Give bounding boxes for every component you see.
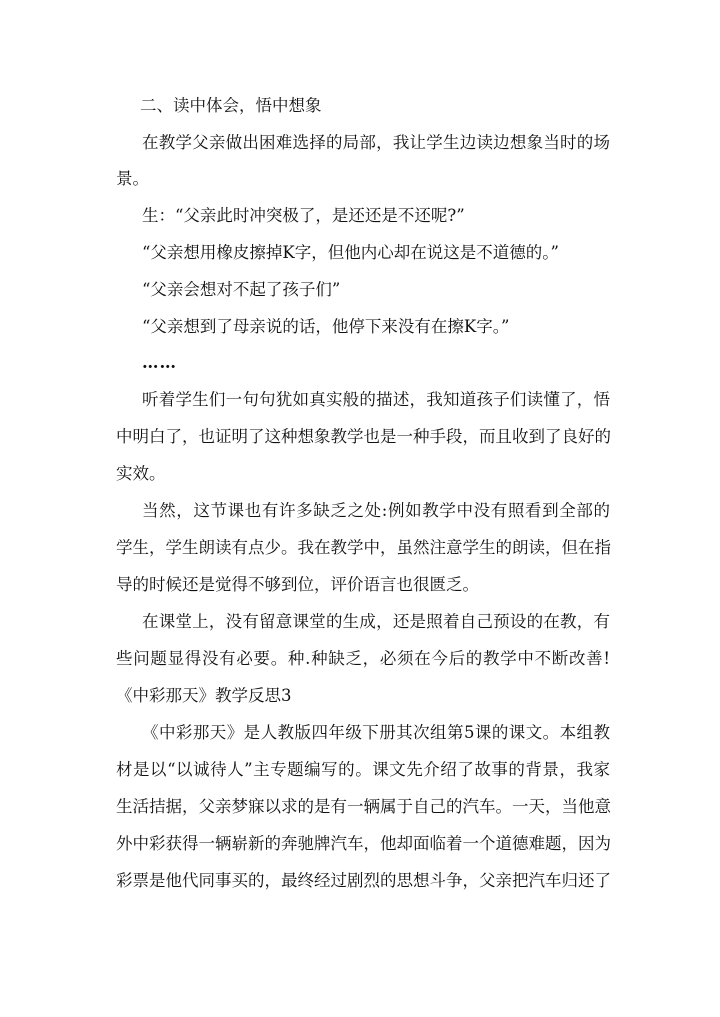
section-title: 《中彩那天》教学反思3 <box>116 686 292 705</box>
dialogue-line: “父亲会想对不起了孩子们” <box>142 280 341 299</box>
paragraph-line: 当然，这节课也有许多缺乏之处:例如教学中没有照看到全部的 <box>142 501 610 520</box>
paragraph-line: 学生，学生朗读有点少。我在教学中，虽然注意学生的朗读，但在指 <box>116 538 611 557</box>
paragraph-line: 材是以“以诚待人”主专题编写的。课文先介绍了故事的背景，我家 <box>116 760 610 779</box>
dialogue-line: “父亲想用橡皮擦掉K字，但他内心却在说这是不道德的。” <box>142 243 559 262</box>
paragraph-line: 彩票是他代同事买的，最终经过剧烈的思想斗争，父亲把汽车归还了 <box>116 871 611 890</box>
paragraph-line: 实效。 <box>116 464 166 483</box>
ellipsis: …… <box>142 353 177 372</box>
paragraph-line: 景。 <box>116 169 149 188</box>
paragraph-line: 在课堂上，没有留意课堂的生成，还是照着自己预设的在教，有 <box>142 612 610 631</box>
paragraph-line: 些问题显得没有必要。种.种缺乏，必须在今后的教学中不断改善! <box>116 649 610 668</box>
paragraph-line: 听着学生们一句句犹如真实般的描述，我知道孩子们读懂了，悟 <box>142 390 610 409</box>
paragraph-line: 《中彩那天》是人教版四年级下册其次组第5课的课文。本组教 <box>142 723 610 742</box>
dialogue-line: 生：“父亲此时冲突极了，是还还是不还呢?” <box>142 206 465 225</box>
paragraph-line: 中明白了，也证明了这种想象教学也是一种手段，而且收到了良好的 <box>116 427 611 446</box>
section-heading: 二、读中体会，悟中想象 <box>140 96 322 115</box>
paragraph-line: 在教学父亲做出困难选择的局部，我让学生边读边想象当时的场 <box>142 133 610 152</box>
paragraph-line: 外中彩获得一辆崭新的奔驰牌汽车，他却面临着一个道德难题，因为 <box>116 834 611 853</box>
paragraph-line: 导的时候还是觉得不够到位，评价语言也很匮乏。 <box>116 575 479 594</box>
dialogue-line: “父亲想到了母亲说的话，他停下来没有在擦K字。” <box>142 317 510 336</box>
paragraph-line: 生活拮据，父亲梦寐以求的是有一辆属于自己的汽车。一天，当他意 <box>116 797 611 816</box>
